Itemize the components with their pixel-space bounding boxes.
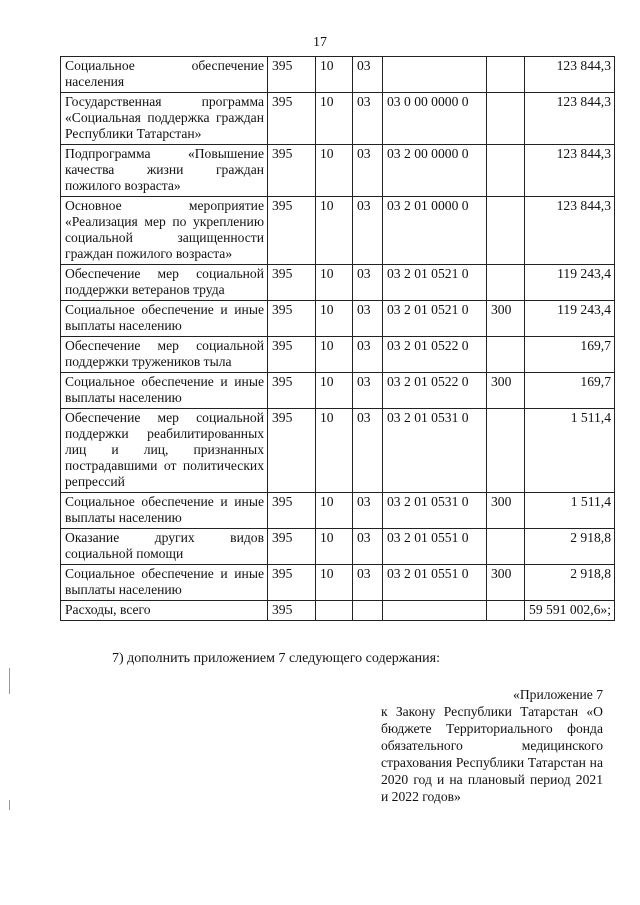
row-pr-cell: 03 bbox=[353, 57, 383, 93]
table-row bbox=[61, 601, 615, 621]
row-pr-cell: 03 bbox=[353, 529, 383, 565]
row-amount-cell: 123 844,3 bbox=[525, 93, 615, 145]
budget-table-body bbox=[61, 57, 615, 621]
row-amount-cell: 123 844,3 bbox=[525, 57, 615, 93]
row-pr-cell: 03 bbox=[353, 301, 383, 337]
row-rz-cell: 10 bbox=[316, 265, 353, 301]
appendix-reference: к Закону Республики Татарстан «О бюджете Территориального фонда обязательного медицинского страхования Республики Татарстан на 2020 год и на плановый период 2021 и 2022 годов» bbox=[381, 704, 603, 804]
margin-mark bbox=[9, 800, 10, 810]
row-rz-cell: 10 bbox=[316, 57, 353, 93]
row-rz-cell: 10 bbox=[316, 565, 353, 601]
row-pr-cell: 03 bbox=[353, 197, 383, 265]
row-csr-cell: 03 2 01 0522 0 bbox=[383, 373, 487, 409]
table-row bbox=[61, 565, 615, 601]
row-rz-cell: 10 bbox=[316, 93, 353, 145]
row-pr-cell: 03 bbox=[353, 265, 383, 301]
row-name-cell: Оказание других видов социальной помощи bbox=[61, 529, 268, 565]
row-vr-cell bbox=[487, 93, 525, 145]
row-ved-cell: 395 bbox=[268, 197, 316, 265]
table-row bbox=[61, 529, 615, 565]
row-amount-cell: 119 243,4 bbox=[525, 301, 615, 337]
row-ved-cell: 395 bbox=[268, 373, 316, 409]
row-vr-cell bbox=[487, 57, 525, 93]
table-row bbox=[61, 337, 615, 373]
row-rz-cell: 10 bbox=[316, 145, 353, 197]
row-pr-cell: 03 bbox=[353, 145, 383, 197]
row-name-cell: Социальное обеспечение и иные выплаты населению bbox=[61, 373, 268, 409]
row-csr-cell: 03 2 01 0531 0 bbox=[383, 493, 487, 529]
row-pr-cell: 03 bbox=[353, 93, 383, 145]
row-pr-cell: 03 bbox=[353, 337, 383, 373]
row-name-cell: Социальное обеспечение и иные выплаты населению bbox=[61, 565, 268, 601]
row-vr-cell bbox=[487, 337, 525, 373]
row-ved-cell: 395 bbox=[268, 337, 316, 373]
row-amount-cell: 2 918,8 bbox=[525, 529, 615, 565]
row-ved-cell: 395 bbox=[268, 601, 316, 621]
row-ved-cell: 395 bbox=[268, 301, 316, 337]
row-amount-cell: 169,7 bbox=[525, 373, 615, 409]
table-row bbox=[61, 373, 615, 409]
row-rz-cell: 10 bbox=[316, 529, 353, 565]
row-rz-cell: 10 bbox=[316, 409, 353, 493]
row-ved-cell: 395 bbox=[268, 529, 316, 565]
row-vr-cell bbox=[487, 265, 525, 301]
row-pr-cell: 03 bbox=[353, 373, 383, 409]
row-vr-cell bbox=[487, 601, 525, 621]
row-rz-cell bbox=[316, 601, 353, 621]
row-csr-cell bbox=[383, 57, 487, 93]
row-csr-cell: 03 0 00 0000 0 bbox=[383, 93, 487, 145]
row-vr-cell bbox=[487, 197, 525, 265]
row-csr-cell: 03 2 01 0521 0 bbox=[383, 301, 487, 337]
row-csr-cell: 03 2 01 0531 0 bbox=[383, 409, 487, 493]
table-row bbox=[61, 145, 615, 197]
row-rz-cell: 10 bbox=[316, 337, 353, 373]
table-row bbox=[61, 197, 615, 265]
row-amount-cell: 169,7 bbox=[525, 337, 615, 373]
row-vr-cell bbox=[487, 145, 525, 197]
row-amount-cell: 123 844,3 bbox=[525, 145, 615, 197]
row-rz-cell: 10 bbox=[316, 373, 353, 409]
row-ved-cell: 395 bbox=[268, 493, 316, 529]
row-csr-cell: 03 2 00 0000 0 bbox=[383, 145, 487, 197]
table-row bbox=[61, 493, 615, 529]
row-vr-cell bbox=[487, 529, 525, 565]
row-ved-cell: 395 bbox=[268, 145, 316, 197]
row-pr-cell: 03 bbox=[353, 565, 383, 601]
row-name-cell: Расходы, всего bbox=[61, 601, 268, 621]
table-row bbox=[61, 301, 615, 337]
row-rz-cell: 10 bbox=[316, 197, 353, 265]
row-vr-cell: 300 bbox=[487, 493, 525, 529]
row-vr-cell: 300 bbox=[487, 301, 525, 337]
row-vr-cell: 300 bbox=[487, 373, 525, 409]
row-name-cell: Обеспечение мер социальной поддержки реабилитированных лиц и лиц, признанных пострадавшими от политических репрессий bbox=[61, 409, 268, 493]
row-vr-cell bbox=[487, 409, 525, 493]
table-row bbox=[61, 57, 615, 93]
row-pr-cell: 03 bbox=[353, 493, 383, 529]
row-csr-cell: 03 2 01 0551 0 bbox=[383, 565, 487, 601]
table-row bbox=[61, 409, 615, 493]
row-ved-cell: 395 bbox=[268, 265, 316, 301]
row-ved-cell: 395 bbox=[268, 57, 316, 93]
row-ved-cell: 395 bbox=[268, 409, 316, 493]
row-name-cell: Подпрограмма «Повышение качества жизни граждан пожилого возраста» bbox=[61, 145, 268, 197]
row-name-cell: Социальное обеспечение и иные выплаты населению bbox=[61, 301, 268, 337]
table-row bbox=[61, 93, 615, 145]
row-ved-cell: 395 bbox=[268, 93, 316, 145]
row-rz-cell: 10 bbox=[316, 301, 353, 337]
row-csr-cell: 03 2 01 0551 0 bbox=[383, 529, 487, 565]
amendment-paragraph: 7) дополнить приложением 7 следующего содержания: bbox=[112, 651, 440, 666]
margin-mark bbox=[9, 668, 10, 694]
table-row bbox=[61, 265, 615, 301]
row-name-cell: Основное мероприятие «Реализация мер по укреплению социальной защищенности граждан пожилого возраста» bbox=[61, 197, 268, 265]
row-name-cell: Социальное обеспечение и иные выплаты населению bbox=[61, 493, 268, 529]
row-name-cell: Социальное обеспечение населения bbox=[61, 57, 268, 93]
row-amount-cell: 119 243,4 bbox=[525, 265, 615, 301]
row-name-cell: Обеспечение мер социальной поддержки ветеранов труда bbox=[61, 265, 268, 301]
row-amount-cell: 1 511,4 bbox=[525, 493, 615, 529]
row-ved-cell: 395 bbox=[268, 565, 316, 601]
row-rz-cell: 10 bbox=[316, 493, 353, 529]
row-amount-cell: 2 918,8 bbox=[525, 565, 615, 601]
row-name-cell: Обеспечение мер социальной поддержки тружеников тыла bbox=[61, 337, 268, 373]
row-vr-cell: 300 bbox=[487, 565, 525, 601]
row-amount-cell: 59 591 002,6»; bbox=[525, 601, 615, 621]
page-number: 17 bbox=[313, 35, 327, 50]
row-csr-cell: 03 2 01 0522 0 bbox=[383, 337, 487, 373]
appendix-header bbox=[381, 686, 603, 805]
row-csr-cell: 03 2 01 0521 0 bbox=[383, 265, 487, 301]
row-name-cell: Государственная программа «Социальная поддержка граждан Республики Татарстан» bbox=[61, 93, 268, 145]
row-csr-cell bbox=[383, 601, 487, 621]
budget-table bbox=[60, 56, 615, 621]
appendix-title: «Приложение 7 bbox=[513, 687, 603, 702]
row-pr-cell: 03 bbox=[353, 409, 383, 493]
row-amount-cell: 123 844,3 bbox=[525, 197, 615, 265]
row-amount-cell: 1 511,4 bbox=[525, 409, 615, 493]
row-csr-cell: 03 2 01 0000 0 bbox=[383, 197, 487, 265]
row-pr-cell bbox=[353, 601, 383, 621]
